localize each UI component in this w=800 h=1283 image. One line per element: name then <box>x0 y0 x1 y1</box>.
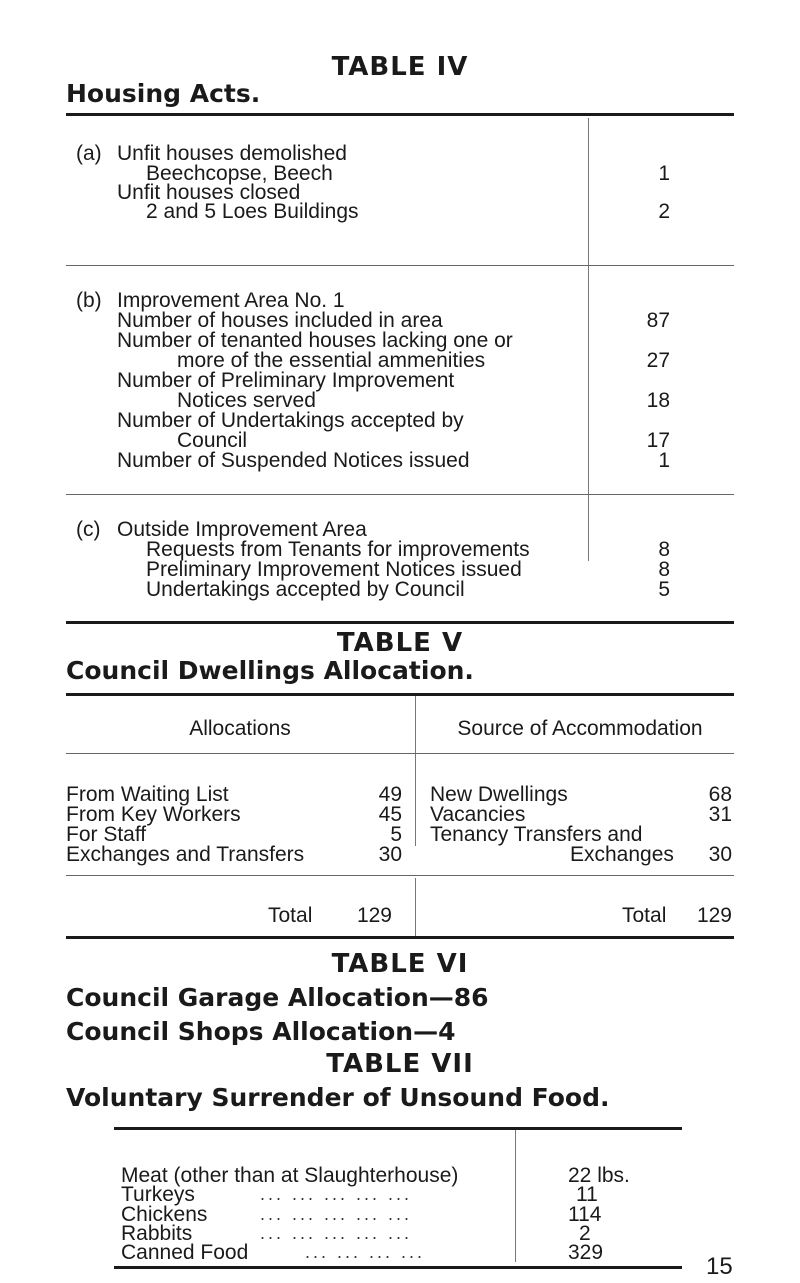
source-row-value: 68 <box>708 783 732 806</box>
header-divider <box>66 753 734 754</box>
section-c-value: 8 <box>658 558 670 581</box>
allocation-row-value: 5 <box>390 823 402 846</box>
allocation-row-label: From Waiting List <box>66 783 229 806</box>
section-b-line: Number of houses included in area <box>117 309 443 332</box>
section-b-line: more of the essential ammenities <box>177 349 486 372</box>
section-a-line: Beechcopse, Beech <box>146 162 333 185</box>
source-row-label: Exchanges <box>570 843 674 866</box>
section-a-line: Unfit houses demolished <box>117 142 347 165</box>
table-vii-column-divider <box>515 1130 516 1262</box>
food-item-label: Canned Food <box>121 1241 249 1264</box>
table-vii-bottom-rule <box>114 1266 682 1269</box>
dot-leader: ... ... ... ... ... <box>260 1223 413 1243</box>
allocation-row-label: Exchanges and Transfers <box>66 843 305 866</box>
section-b-value: 27 <box>646 349 670 372</box>
section-b-line: Improvement Area No. 1 <box>117 289 345 312</box>
section-b-value: 17 <box>646 429 670 452</box>
food-item-value: 11 <box>576 1183 598 1206</box>
section-a-label: (a) <box>76 142 102 165</box>
section-b-line: Number of Suspended Notices issued <box>117 449 470 472</box>
section-b-label: (b) <box>76 289 102 312</box>
allocation-row-label: From Key Workers <box>66 803 241 826</box>
shops-allocation: Council Shops Allocation—4 <box>66 1017 456 1046</box>
food-item-label: Meat (other than at Slaughterhouse) <box>121 1164 459 1187</box>
section-c-value: 8 <box>658 538 670 561</box>
left-total-label: Total <box>268 904 313 927</box>
section-divider <box>66 494 734 495</box>
food-item-value: 329 <box>568 1241 604 1264</box>
food-item-value: 2 <box>579 1222 591 1245</box>
left-total-value: 129 <box>356 904 392 927</box>
unsound-food-heading: Voluntary Surrender of Unsound Food. <box>66 1083 610 1112</box>
section-c-value: 5 <box>658 578 670 601</box>
section-a-value: 1 <box>658 162 670 185</box>
garage-allocation: Council Garage Allocation—86 <box>66 983 489 1012</box>
table-vi-title: TABLE VI <box>331 949 469 979</box>
section-c-label: (c) <box>76 518 101 541</box>
allocation-row-label: For Staff <box>66 823 147 846</box>
section-c-line: Requests from Tenants for improvements <box>146 538 530 561</box>
section-b-line: Number of Undertakings accepted by <box>117 409 464 432</box>
housing-acts-heading: Housing Acts. <box>66 79 261 108</box>
section-b-value: 87 <box>646 309 670 332</box>
table-iv-top-rule <box>66 113 734 116</box>
source-row-label: Vacancies <box>430 803 526 826</box>
source-row-value: 30 <box>708 843 732 866</box>
dot-leader: ... ... ... ... ... <box>260 1184 413 1204</box>
dot-leader: ... ... ... ... <box>305 1242 426 1262</box>
allocation-row-value: 45 <box>378 803 402 826</box>
section-b-line: Number of tenanted houses lacking one or <box>117 329 513 352</box>
page-number: 15 <box>706 1253 733 1280</box>
section-b-value: 18 <box>646 389 670 412</box>
source-row-value: 31 <box>708 803 732 826</box>
food-item-label: Turkeys <box>121 1183 195 1206</box>
allocations-header: Allocations <box>189 717 291 740</box>
section-b-line: Notices served <box>177 389 316 412</box>
table-iv-bottom-rule <box>66 621 734 624</box>
table-v-column-divider <box>415 696 416 846</box>
section-c-line: Preliminary Improvement Notices issued <box>146 558 522 581</box>
table-vii-top-rule <box>114 1127 682 1130</box>
table-iv-title: TABLE IV <box>331 52 469 82</box>
section-b-value: 1 <box>658 449 670 472</box>
section-c-line: Undertakings accepted by Council <box>146 578 465 601</box>
section-a-line: Unfit houses closed <box>117 181 301 204</box>
table-v-bottom-rule <box>66 936 734 939</box>
allocation-row-value: 30 <box>378 843 402 866</box>
total-divider <box>66 875 734 876</box>
allocation-row-value: 49 <box>378 783 402 806</box>
section-a-line: 2 and 5 Loes Buildings <box>146 200 359 223</box>
food-item-label: Rabbits <box>121 1222 193 1245</box>
food-item-value: 114 <box>568 1203 602 1226</box>
food-item-label: Chickens <box>121 1203 208 1226</box>
right-total-label: Total <box>622 904 667 927</box>
source-header: Source of Accommodation <box>457 717 703 740</box>
source-row-label: Tenancy Transfers and <box>430 823 643 846</box>
section-b-line: Council <box>177 429 248 452</box>
table-vii-title: TABLE VII <box>326 1049 474 1079</box>
dot-leader: ... ... ... ... ... <box>260 1204 413 1224</box>
food-item-value: 22 lbs. <box>568 1164 630 1187</box>
table-v-title: TABLE V <box>336 628 464 658</box>
council-dwellings-heading: Council Dwellings Allocation. <box>66 656 474 685</box>
section-b-line: Number of Preliminary Improvement <box>117 369 455 392</box>
right-total-value: 129 <box>696 904 732 927</box>
source-row-label: New Dwellings <box>430 783 568 806</box>
section-divider <box>66 265 734 266</box>
table-v-total-divider <box>415 878 416 936</box>
section-c-line: Outside Improvement Area <box>117 518 367 541</box>
section-a-value: 2 <box>658 200 670 223</box>
table-v-top-rule <box>66 693 734 696</box>
